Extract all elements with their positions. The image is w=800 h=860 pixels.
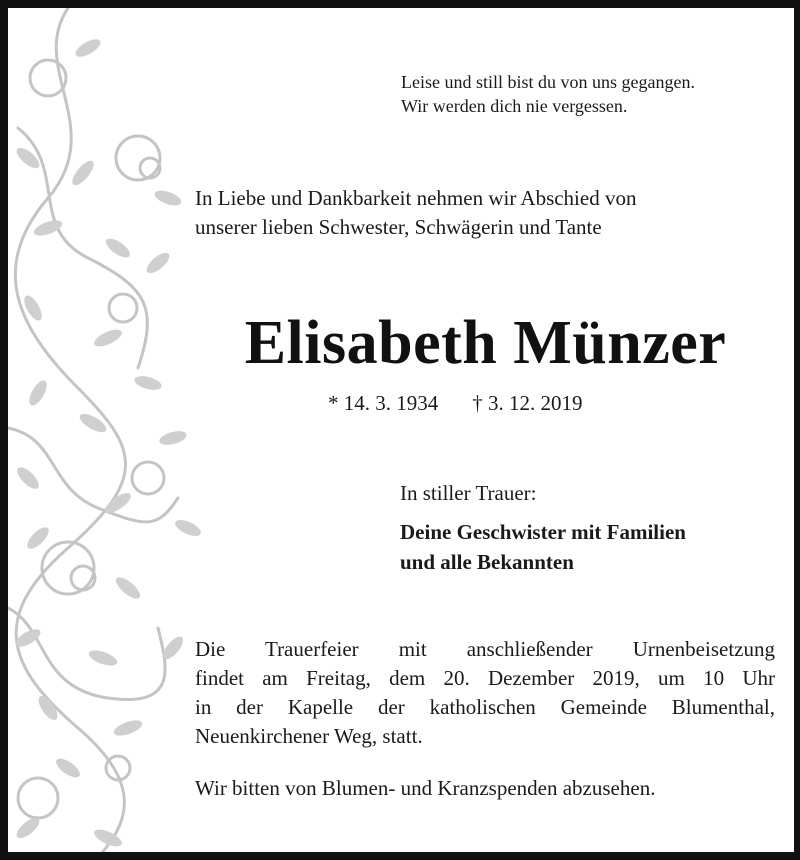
mourners-line-2: und alle Bekannten bbox=[400, 550, 574, 574]
memorial-quote bbox=[401, 70, 695, 118]
service-line-2: findet am Freitag, dem 20. Dezember 2019, um 10 Uhr bbox=[195, 666, 775, 690]
farewell-intro bbox=[195, 184, 775, 242]
birth-date: * 14. 3. 1934 bbox=[328, 391, 439, 415]
intro-line-1: In Liebe und Dankbarkeit nehmen wir Abschied von bbox=[195, 186, 637, 210]
quote-line-2: Wir werden dich nie vergessen. bbox=[401, 96, 628, 116]
service-line-1: Die Trauerfeier mit anschließender Urnenbeisetzung bbox=[195, 637, 775, 661]
service-line-3: in der Kapelle der katholischen Gemeinde Blumenthal, bbox=[195, 695, 775, 719]
intro-line-2: unserer lieben Schwester, Schwägerin und Tante bbox=[195, 215, 602, 239]
mourners-list bbox=[400, 517, 686, 577]
death-date: † 3. 12. 2019 bbox=[472, 391, 583, 415]
deceased-name: Elisabeth Münzer bbox=[244, 309, 727, 377]
donation-request: Wir bitten von Blumen- und Kranzspenden abzusehen. bbox=[195, 776, 656, 800]
service-line-4: Neuenkirchener Weg, statt. bbox=[195, 724, 423, 748]
quote-line-1: Leise und still bist du von uns gegangen. bbox=[401, 72, 695, 92]
life-dates bbox=[328, 391, 583, 416]
mourning-heading: In stiller Trauer: bbox=[400, 481, 537, 505]
funeral-service-notice bbox=[195, 635, 775, 751]
mourners-line-1: Deine Geschwister mit Familien bbox=[400, 520, 686, 544]
